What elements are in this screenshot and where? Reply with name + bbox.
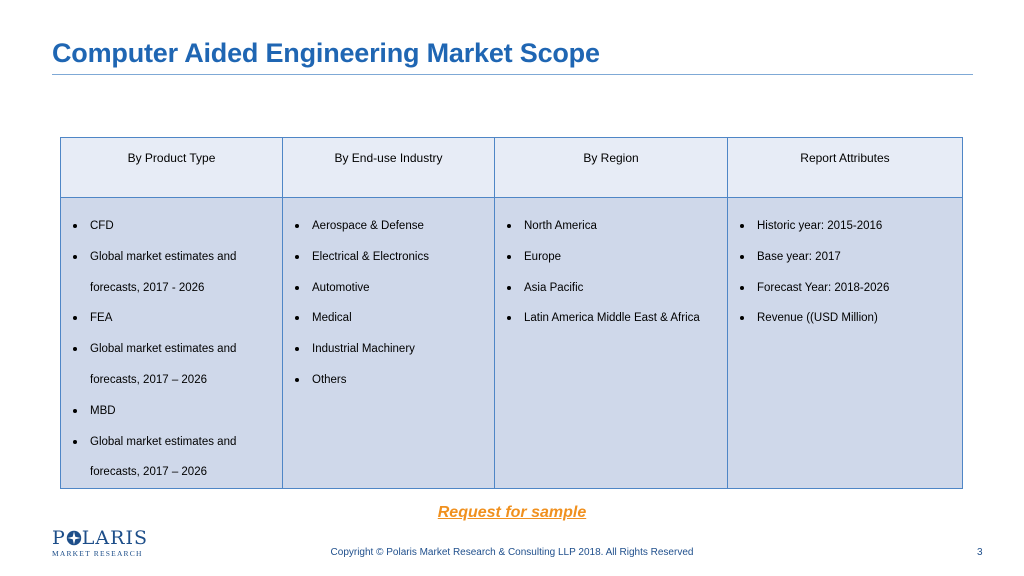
- list-item: [728, 303, 962, 334]
- bullet-icon: [507, 286, 511, 290]
- column-product-type: [61, 198, 283, 489]
- compass-star-icon: [66, 530, 82, 546]
- bullet-icon: [507, 316, 511, 320]
- list-item-continuation: [61, 457, 282, 488]
- list-item-continuation: [61, 365, 282, 396]
- bullet-icon: [73, 409, 77, 413]
- list-item-text: forecasts, 2017 – 2026: [90, 466, 207, 479]
- list-item-text: CFD: [90, 220, 114, 232]
- list-item-text: Medical: [312, 312, 352, 325]
- list-item-text: Europe: [524, 250, 562, 263]
- list-item: [728, 273, 962, 304]
- list-item: [283, 303, 494, 334]
- list-item-text: Forecast Year: 2018-2026: [757, 281, 890, 294]
- logo-text-p: P: [52, 527, 66, 549]
- bullet-icon: [73, 255, 77, 259]
- bullet-icon: [295, 255, 299, 259]
- list-item: [495, 242, 727, 273]
- list-item-text: Aerospace & Defense: [312, 220, 424, 232]
- list-item: [283, 365, 494, 396]
- request-sample-container: [0, 504, 1024, 522]
- bullet-icon: [740, 286, 744, 290]
- bullet-icon: [73, 440, 77, 444]
- bullet-icon: [73, 224, 77, 228]
- list-item: [728, 242, 962, 273]
- list-item-text: Base year: 2017: [757, 250, 841, 263]
- title-divider: [52, 74, 973, 75]
- bullet-icon: [507, 224, 511, 228]
- list-item: [61, 303, 282, 334]
- logo-text-laris: LARIS: [81, 527, 148, 549]
- table-header-row: [61, 138, 963, 198]
- market-scope-table: [60, 137, 963, 489]
- list-item-text: Asia Pacific: [524, 281, 584, 294]
- column-region: [495, 198, 728, 489]
- table-body-row: [61, 198, 963, 489]
- list-item-text: North America: [524, 220, 597, 232]
- bullet-icon: [507, 255, 511, 259]
- list-item: [61, 242, 282, 273]
- list-item: [283, 334, 494, 365]
- list-item: [61, 396, 282, 427]
- list-item: [283, 273, 494, 304]
- list-item-text: Electrical & Electronics: [312, 250, 429, 263]
- list-item-text: Revenue ((USD Million): [757, 312, 878, 325]
- logo-subtitle: MARKET RESEARCH: [52, 549, 143, 558]
- list-item: [61, 427, 282, 458]
- header-by-end-use-industry: By End-use Industry: [283, 138, 495, 198]
- column-report-attributes: [728, 198, 963, 489]
- list-item-text: Others: [312, 373, 347, 386]
- bullet-icon: [295, 224, 299, 228]
- list-item-text: Industrial Machinery: [312, 343, 415, 356]
- bullet-icon: [295, 347, 299, 351]
- list-item-text: forecasts, 2017 - 2026: [90, 281, 205, 294]
- header-by-region: By Region: [495, 138, 728, 198]
- list-item: [283, 242, 494, 273]
- bullet-icon: [73, 347, 77, 351]
- list-item: [495, 211, 727, 242]
- list-item: [283, 211, 494, 242]
- list-item-text: Global market estimates and: [90, 435, 237, 448]
- list-item-text: MBD: [90, 404, 116, 417]
- logo-wordmark: [52, 528, 148, 548]
- header-by-product-type: By Product Type: [61, 138, 283, 198]
- column-end-use-industry: [283, 198, 495, 489]
- list-item-text: FEA: [90, 312, 113, 325]
- list-item: [61, 334, 282, 365]
- slide-title: Computer Aided Engineering Market Scope: [52, 38, 600, 68]
- list-item: [61, 211, 282, 242]
- list-item-text: Global market estimates and: [90, 343, 237, 356]
- bullet-icon: [295, 316, 299, 320]
- bullet-icon: [740, 224, 744, 228]
- list-item-text: Global market estimates and: [90, 250, 237, 263]
- list-item: [728, 211, 962, 242]
- list-item: [495, 303, 727, 334]
- bullet-icon: [295, 286, 299, 290]
- bullet-icon: [73, 316, 77, 320]
- list-item: [495, 273, 727, 304]
- header-report-attributes: Report Attributes: [728, 138, 963, 198]
- bullet-icon: [740, 255, 744, 259]
- list-item-text: Latin America Middle East & Africa: [524, 312, 700, 325]
- page-number: 3: [977, 547, 983, 558]
- copyright-text: Copyright © Polaris Market Research & Consulting LLP 2018. All Rights Reserved: [330, 547, 694, 558]
- list-item-text: Automotive: [312, 281, 370, 294]
- bullet-icon: [295, 378, 299, 382]
- list-item-text: Historic year: 2015-2016: [757, 220, 883, 232]
- list-item-text: forecasts, 2017 – 2026: [90, 373, 207, 386]
- bullet-icon: [740, 316, 744, 320]
- request-sample-link[interactable]: Request for sample: [437, 504, 587, 521]
- list-item-continuation: [61, 273, 282, 304]
